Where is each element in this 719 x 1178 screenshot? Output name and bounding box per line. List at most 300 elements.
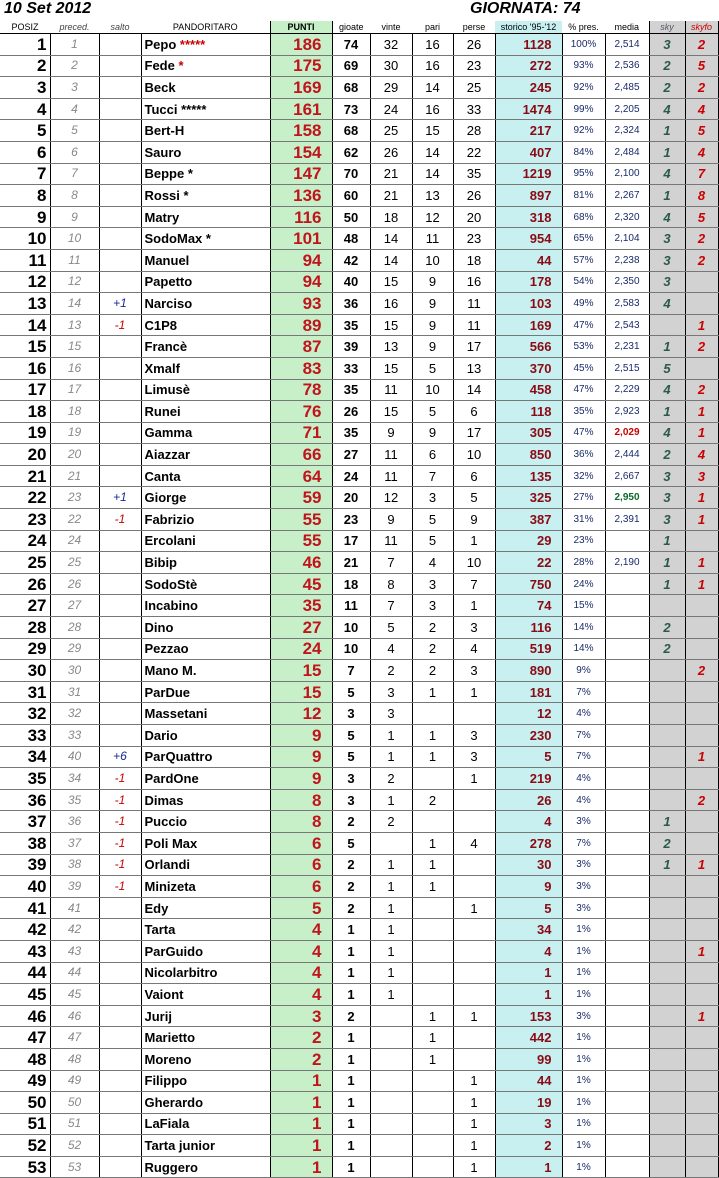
pari-cell: 14 — [412, 163, 453, 185]
table-row[interactable] — [0, 401, 718, 423]
vinte-cell: 13 — [370, 336, 412, 358]
table-row[interactable] — [0, 1092, 718, 1114]
media-cell: 2,950 — [605, 487, 649, 509]
salto-cell — [99, 98, 141, 120]
position-cell: 33 — [0, 725, 50, 747]
player-name: Gamma — [144, 425, 193, 441]
name-cell — [141, 314, 270, 336]
table-row[interactable] — [0, 832, 718, 854]
pari-cell: 1 — [412, 681, 453, 703]
salto-cell: +6 — [99, 746, 141, 768]
storico-cell: 1 — [495, 1156, 562, 1178]
salto-cell — [99, 1027, 141, 1049]
pari-cell: 9 — [412, 293, 453, 315]
name-cell — [141, 595, 270, 617]
punti-cell: 9 — [270, 725, 332, 747]
table-row[interactable] — [0, 573, 718, 595]
position-cell: 44 — [0, 962, 50, 984]
name-cell — [141, 660, 270, 682]
pari-cell: 10 — [412, 249, 453, 271]
storico-cell: 181 — [495, 681, 562, 703]
table-row[interactable] — [0, 940, 718, 962]
sky-cell: 3 — [649, 228, 685, 250]
preced-cell: 12 — [50, 271, 99, 293]
name-cell — [141, 811, 270, 833]
sky-cell — [649, 984, 685, 1006]
name-cell — [141, 98, 270, 120]
pari-cell: 1 — [412, 746, 453, 768]
sky-cell — [649, 1113, 685, 1135]
position-cell: 3 — [0, 77, 50, 99]
star-marker: * — [174, 58, 184, 74]
storico-cell: 1 — [495, 984, 562, 1006]
table-row[interactable] — [0, 465, 718, 487]
pari-cell: 3 — [412, 595, 453, 617]
name-cell — [141, 120, 270, 142]
giocate-cell: 24 — [332, 465, 370, 487]
media-cell: 2,324 — [605, 120, 649, 142]
storico-cell: 305 — [495, 422, 562, 444]
vinte-cell: 11 — [370, 379, 412, 401]
sky-cell: 3 — [649, 34, 685, 56]
pari-cell — [412, 984, 453, 1006]
vinte-cell — [370, 1156, 412, 1178]
table-row[interactable] — [0, 271, 718, 293]
table-row[interactable] — [0, 530, 718, 552]
punti-cell: 76 — [270, 401, 332, 423]
preced-cell: 35 — [50, 789, 99, 811]
media-cell — [605, 768, 649, 790]
pari-cell: 4 — [412, 552, 453, 574]
pari-cell: 9 — [412, 271, 453, 293]
table-row[interactable] — [0, 768, 718, 790]
table-row[interactable] — [0, 703, 718, 725]
salto-cell — [99, 552, 141, 574]
skyfo-cell: 2 — [685, 249, 718, 271]
name-cell — [141, 34, 270, 56]
pres-cell: 4% — [562, 789, 605, 811]
skyfo-cell — [685, 1048, 718, 1070]
punti-cell: 169 — [270, 77, 332, 99]
name-cell — [141, 1070, 270, 1092]
skyfo-cell: 2 — [685, 379, 718, 401]
position-cell: 36 — [0, 789, 50, 811]
name-cell — [141, 1048, 270, 1070]
storico-cell: 103 — [495, 293, 562, 315]
table-row[interactable] — [0, 206, 718, 228]
storico-cell: 29 — [495, 530, 562, 552]
player-name: ParGuido — [144, 943, 204, 959]
storico-cell: 519 — [495, 638, 562, 660]
perse-cell: 6 — [453, 465, 495, 487]
col-sky[interactable]: sky — [649, 21, 685, 34]
preced-cell: 37 — [50, 832, 99, 854]
perse-cell: 1 — [453, 1156, 495, 1178]
col-posiz[interactable]: POSIZ — [0, 21, 50, 34]
player-name: Massetani — [144, 706, 208, 722]
table-row[interactable] — [0, 141, 718, 163]
salto-cell — [99, 530, 141, 552]
pari-cell — [412, 940, 453, 962]
sky-cell — [649, 660, 685, 682]
perse-cell: 3 — [453, 660, 495, 682]
media-cell: 2,667 — [605, 465, 649, 487]
table-row[interactable] — [0, 876, 718, 898]
punti-cell: 8 — [270, 811, 332, 833]
player-name: Gherardo — [144, 1094, 204, 1110]
table-row[interactable] — [0, 55, 718, 77]
preced-cell: 31 — [50, 681, 99, 703]
giocate-cell: 33 — [332, 357, 370, 379]
table-row[interactable] — [0, 185, 718, 207]
storico-cell: 750 — [495, 573, 562, 595]
giocate-cell: 11 — [332, 595, 370, 617]
name-cell — [141, 962, 270, 984]
perse-cell: 26 — [453, 185, 495, 207]
perse-cell: 9 — [453, 509, 495, 531]
name-cell — [141, 357, 270, 379]
name-cell — [141, 228, 270, 250]
storico-cell: 230 — [495, 725, 562, 747]
giocate-cell: 21 — [332, 552, 370, 574]
pres-cell: 68% — [562, 206, 605, 228]
table-row[interactable] — [0, 789, 718, 811]
table-row[interactable] — [0, 1156, 718, 1178]
table-row[interactable] — [0, 1113, 718, 1135]
salto-cell — [99, 962, 141, 984]
table-row[interactable] — [0, 444, 718, 466]
table-row[interactable] — [0, 595, 718, 617]
skyfo-cell: 4 — [685, 444, 718, 466]
table-row[interactable] — [0, 1027, 718, 1049]
pari-cell — [412, 768, 453, 790]
vinte-cell: 3 — [370, 703, 412, 725]
pres-cell: 15% — [562, 595, 605, 617]
table-row[interactable] — [0, 638, 718, 660]
preced-cell: 5 — [50, 120, 99, 142]
pres-cell: 9% — [562, 660, 605, 682]
pres-cell: 32% — [562, 465, 605, 487]
sky-cell — [649, 1027, 685, 1049]
col-preced[interactable]: preced. — [50, 21, 99, 34]
col-pres[interactable]: % pres. — [562, 21, 605, 34]
col-pari[interactable]: pari — [412, 21, 453, 34]
table-row[interactable] — [0, 746, 718, 768]
storico-cell: 178 — [495, 271, 562, 293]
media-cell — [605, 681, 649, 703]
name-cell — [141, 509, 270, 531]
pres-cell: 4% — [562, 768, 605, 790]
name-cell — [141, 768, 270, 790]
pres-cell: 95% — [562, 163, 605, 185]
media-cell: 2,514 — [605, 34, 649, 56]
preced-cell: 30 — [50, 660, 99, 682]
giocate-cell: 62 — [332, 141, 370, 163]
perse-cell: 18 — [453, 249, 495, 271]
table-row[interactable] — [0, 422, 718, 444]
skyfo-cell — [685, 638, 718, 660]
table-row[interactable] — [0, 487, 718, 509]
salto-cell — [99, 984, 141, 1006]
punti-cell: 1 — [270, 1156, 332, 1178]
sky-cell: 3 — [649, 249, 685, 271]
vinte-cell: 11 — [370, 444, 412, 466]
skyfo-cell: 1 — [685, 573, 718, 595]
salto-cell — [99, 1070, 141, 1092]
media-cell: 2,229 — [605, 379, 649, 401]
media-cell — [605, 1027, 649, 1049]
skyfo-cell: 1 — [685, 940, 718, 962]
pari-cell — [412, 1092, 453, 1114]
table-row[interactable] — [0, 34, 718, 56]
perse-cell: 16 — [453, 271, 495, 293]
sky-cell: 2 — [649, 832, 685, 854]
pres-cell: 47% — [562, 379, 605, 401]
name-cell — [141, 163, 270, 185]
pres-cell: 1% — [562, 984, 605, 1006]
giocate-cell: 50 — [332, 206, 370, 228]
vinte-cell — [370, 1113, 412, 1135]
media-cell: 2,190 — [605, 552, 649, 574]
table-row[interactable] — [0, 336, 718, 358]
table-row[interactable] — [0, 984, 718, 1006]
table-row[interactable] — [0, 725, 718, 747]
vinte-cell: 26 — [370, 141, 412, 163]
perse-cell: 1 — [453, 1070, 495, 1092]
media-cell — [605, 811, 649, 833]
col-storico[interactable]: storico '95-'12 — [495, 21, 562, 34]
position-cell: 39 — [0, 854, 50, 876]
pari-cell: 5 — [412, 401, 453, 423]
storico-cell: 387 — [495, 509, 562, 531]
name-cell — [141, 1135, 270, 1157]
pres-cell: 36% — [562, 444, 605, 466]
sky-cell: 3 — [649, 509, 685, 531]
storico-cell: 5 — [495, 897, 562, 919]
perse-cell — [453, 811, 495, 833]
table-row[interactable] — [0, 77, 718, 99]
perse-cell: 1 — [453, 530, 495, 552]
giocate-cell: 27 — [332, 444, 370, 466]
position-cell: 43 — [0, 940, 50, 962]
preced-cell: 20 — [50, 444, 99, 466]
name-cell — [141, 1005, 270, 1027]
punti-cell: 2 — [270, 1027, 332, 1049]
table-row[interactable] — [0, 228, 718, 250]
table-row[interactable] — [0, 617, 718, 639]
skyfo-cell: 1 — [685, 487, 718, 509]
sky-cell: 2 — [649, 444, 685, 466]
skyfo-cell — [685, 832, 718, 854]
vinte-cell: 15 — [370, 357, 412, 379]
table-row[interactable] — [0, 962, 718, 984]
table-row[interactable] — [0, 314, 718, 336]
col-media[interactable]: media — [605, 21, 649, 34]
punti-cell: 15 — [270, 660, 332, 682]
skyfo-cell: 5 — [685, 55, 718, 77]
vinte-cell: 8 — [370, 573, 412, 595]
name-cell — [141, 185, 270, 207]
position-cell: 21 — [0, 465, 50, 487]
table-row[interactable] — [0, 1070, 718, 1092]
media-cell — [605, 530, 649, 552]
player-name: Runei — [144, 403, 181, 419]
giocate-cell: 10 — [332, 617, 370, 639]
media-cell — [605, 725, 649, 747]
player-name: Giorge — [144, 490, 187, 506]
storico-cell: 272 — [495, 55, 562, 77]
sky-cell: 4 — [649, 422, 685, 444]
pari-cell: 12 — [412, 206, 453, 228]
preced-cell: 48 — [50, 1048, 99, 1070]
perse-cell: 1 — [453, 681, 495, 703]
skyfo-cell — [685, 919, 718, 941]
table-row[interactable] — [0, 379, 718, 401]
giocate-cell: 69 — [332, 55, 370, 77]
table-row[interactable] — [0, 293, 718, 315]
media-cell: 2,100 — [605, 163, 649, 185]
salto-cell — [99, 1135, 141, 1157]
media-cell — [605, 746, 649, 768]
salto-cell — [99, 1005, 141, 1027]
media-cell — [605, 1092, 649, 1114]
name-cell — [141, 746, 270, 768]
player-name: Dino — [144, 619, 174, 635]
position-cell: 8 — [0, 185, 50, 207]
pari-cell: 16 — [412, 98, 453, 120]
col-skyfo[interactable]: skyfo — [685, 21, 718, 34]
position-cell: 35 — [0, 768, 50, 790]
skyfo-cell: 1 — [685, 509, 718, 531]
storico-cell: 245 — [495, 77, 562, 99]
punti-cell: 9 — [270, 746, 332, 768]
perse-cell — [453, 940, 495, 962]
vinte-cell: 2 — [370, 660, 412, 682]
salto-cell — [99, 919, 141, 941]
position-cell: 23 — [0, 509, 50, 531]
table-row[interactable] — [0, 660, 718, 682]
storico-cell: 1474 — [495, 98, 562, 120]
perse-cell: 4 — [453, 832, 495, 854]
col-pandoritaro[interactable]: PANDORITARO — [141, 21, 270, 34]
table-row[interactable] — [0, 552, 718, 574]
sky-cell: 2 — [649, 638, 685, 660]
giocate-cell: 2 — [332, 876, 370, 898]
preced-cell: 28 — [50, 617, 99, 639]
table-row[interactable] — [0, 1135, 718, 1157]
name-cell — [141, 1156, 270, 1178]
table-row[interactable] — [0, 1005, 718, 1027]
player-name: Fabrizio — [144, 511, 195, 527]
table-row[interactable] — [0, 811, 718, 833]
table-row[interactable] — [0, 249, 718, 271]
col-vinte[interactable]: vinte — [370, 21, 412, 34]
vinte-cell: 9 — [370, 509, 412, 531]
name-cell — [141, 1113, 270, 1135]
pari-cell: 6 — [412, 444, 453, 466]
table-row[interactable] — [0, 163, 718, 185]
giocate-cell: 23 — [332, 509, 370, 531]
punti-cell: 71 — [270, 422, 332, 444]
preced-cell: 33 — [50, 725, 99, 747]
perse-cell: 1 — [453, 595, 495, 617]
media-cell: 2,543 — [605, 314, 649, 336]
table-row[interactable] — [0, 357, 718, 379]
position-cell: 40 — [0, 876, 50, 898]
vinte-cell: 11 — [370, 530, 412, 552]
giocate-cell: 5 — [332, 832, 370, 854]
position-cell: 16 — [0, 357, 50, 379]
player-name: Moreno — [144, 1051, 192, 1067]
pres-cell: 23% — [562, 530, 605, 552]
pres-cell: 92% — [562, 120, 605, 142]
pari-cell: 3 — [412, 487, 453, 509]
col-perse[interactable]: perse — [453, 21, 495, 34]
table-row[interactable] — [0, 897, 718, 919]
salto-cell — [99, 595, 141, 617]
giocate-cell: 20 — [332, 487, 370, 509]
preced-cell: 1 — [50, 34, 99, 56]
sky-cell: 1 — [649, 120, 685, 142]
position-cell: 29 — [0, 638, 50, 660]
preced-cell: 46 — [50, 1005, 99, 1027]
col-salto[interactable]: salto — [99, 21, 141, 34]
position-cell: 12 — [0, 271, 50, 293]
media-cell: 2,485 — [605, 77, 649, 99]
name-cell — [141, 940, 270, 962]
position-cell: 15 — [0, 336, 50, 358]
preced-cell: 18 — [50, 401, 99, 423]
player-name: C1P8 — [144, 317, 178, 333]
sky-cell — [649, 595, 685, 617]
vinte-cell — [370, 832, 412, 854]
player-name: Bibip — [144, 555, 177, 571]
preced-cell: 42 — [50, 919, 99, 941]
table-row[interactable] — [0, 919, 718, 941]
sky-cell: 3 — [649, 465, 685, 487]
table-row[interactable] — [0, 854, 718, 876]
perse-cell: 4 — [453, 638, 495, 660]
table-row[interactable] — [0, 509, 718, 531]
player-name: Sauro — [144, 144, 182, 160]
player-name: Tarta — [144, 922, 176, 938]
perse-cell: 25 — [453, 77, 495, 99]
giocate-cell: 68 — [332, 77, 370, 99]
giocate-cell: 17 — [332, 530, 370, 552]
table-row[interactable] — [0, 98, 718, 120]
media-cell — [605, 876, 649, 898]
skyfo-cell — [685, 811, 718, 833]
player-name: LaFiala — [144, 1116, 190, 1132]
table-row[interactable] — [0, 1048, 718, 1070]
salto-cell — [99, 77, 141, 99]
pari-cell: 2 — [412, 638, 453, 660]
perse-cell: 5 — [453, 487, 495, 509]
col-giocate[interactable]: gioate — [332, 21, 370, 34]
col-punti[interactable]: PUNTI — [270, 21, 332, 34]
storico-cell: 4 — [495, 940, 562, 962]
preced-cell: 11 — [50, 249, 99, 271]
pres-cell: 7% — [562, 725, 605, 747]
position-cell: 11 — [0, 249, 50, 271]
vinte-cell: 14 — [370, 228, 412, 250]
name-cell — [141, 854, 270, 876]
punti-cell: 8 — [270, 789, 332, 811]
table-row[interactable] — [0, 120, 718, 142]
punti-cell: 94 — [270, 249, 332, 271]
name-cell — [141, 293, 270, 315]
table-row[interactable] — [0, 681, 718, 703]
